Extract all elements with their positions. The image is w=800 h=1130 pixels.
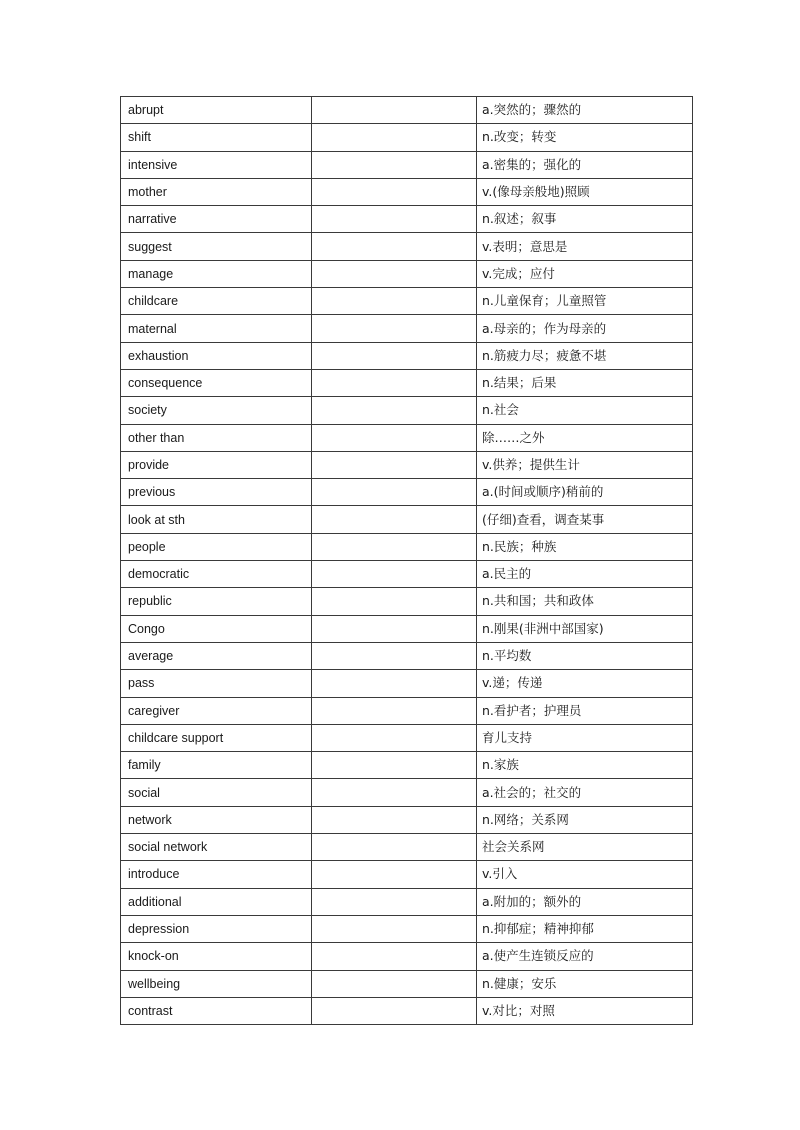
english-word-cell: consequence [121, 369, 312, 396]
chinese-definition-cell: a.社会的；社交的 [477, 779, 693, 806]
english-word-cell: network [121, 806, 312, 833]
english-word-cell: intensive [121, 151, 312, 178]
english-word-cell: exhaustion [121, 342, 312, 369]
blank-answer-cell [312, 752, 477, 779]
vocabulary-sheet [120, 96, 692, 1025]
chinese-definition-cell: (仔细)查看，调查某事 [477, 506, 693, 533]
english-word-cell: republic [121, 588, 312, 615]
english-word-cell: previous [121, 479, 312, 506]
table-row [121, 888, 693, 915]
table-row [121, 342, 693, 369]
chinese-definition-cell: n.刚果(非洲中部国家) [477, 615, 693, 642]
blank-answer-cell [312, 997, 477, 1024]
blank-answer-cell [312, 806, 477, 833]
table-row [121, 834, 693, 861]
english-word-cell: childcare [121, 288, 312, 315]
blank-answer-cell [312, 888, 477, 915]
table-row [121, 588, 693, 615]
chinese-definition-cell: n.平均数 [477, 642, 693, 669]
table-row [121, 642, 693, 669]
chinese-definition-cell: n.社会 [477, 397, 693, 424]
blank-answer-cell [312, 178, 477, 205]
table-row [121, 97, 693, 124]
blank-answer-cell [312, 369, 477, 396]
blank-answer-cell [312, 124, 477, 151]
table-row [121, 288, 693, 315]
chinese-definition-cell: v.(像母亲般地)照顾 [477, 178, 693, 205]
table-row [121, 506, 693, 533]
blank-answer-cell [312, 970, 477, 997]
english-word-cell: Congo [121, 615, 312, 642]
english-word-cell: introduce [121, 861, 312, 888]
english-word-cell: knock-on [121, 943, 312, 970]
blank-answer-cell [312, 779, 477, 806]
table-row [121, 178, 693, 205]
blank-answer-cell [312, 260, 477, 287]
blank-answer-cell [312, 697, 477, 724]
blank-answer-cell [312, 397, 477, 424]
english-word-cell: depression [121, 915, 312, 942]
table-row [121, 752, 693, 779]
blank-answer-cell [312, 861, 477, 888]
table-row [121, 970, 693, 997]
english-word-cell: provide [121, 451, 312, 478]
table-row [121, 915, 693, 942]
chinese-definition-cell: n.网络；关系网 [477, 806, 693, 833]
english-word-cell: democratic [121, 561, 312, 588]
blank-answer-cell [312, 506, 477, 533]
english-word-cell: contrast [121, 997, 312, 1024]
blank-answer-cell [312, 533, 477, 560]
table-row [121, 233, 693, 260]
chinese-definition-cell: v.递；传递 [477, 670, 693, 697]
blank-answer-cell [312, 424, 477, 451]
table-row [121, 861, 693, 888]
chinese-definition-cell: 除……之外 [477, 424, 693, 451]
table-row [121, 451, 693, 478]
chinese-definition-cell: a.突然的；骤然的 [477, 97, 693, 124]
table-row [121, 260, 693, 287]
english-word-cell: social [121, 779, 312, 806]
table-row [121, 397, 693, 424]
english-word-cell: shift [121, 124, 312, 151]
table-row [121, 533, 693, 560]
table-row [121, 206, 693, 233]
chinese-definition-cell: a.密集的；强化的 [477, 151, 693, 178]
english-word-cell: maternal [121, 315, 312, 342]
english-word-cell: look at sth [121, 506, 312, 533]
chinese-definition-cell: n.抑郁症；精神抑郁 [477, 915, 693, 942]
table-row [121, 479, 693, 506]
blank-answer-cell [312, 670, 477, 697]
chinese-definition-cell: n.改变；转变 [477, 124, 693, 151]
chinese-definition-cell: a.民主的 [477, 561, 693, 588]
english-word-cell: people [121, 533, 312, 560]
blank-answer-cell [312, 97, 477, 124]
chinese-definition-cell: v.表明；意思是 [477, 233, 693, 260]
chinese-definition-cell: v.完成；应付 [477, 260, 693, 287]
blank-answer-cell [312, 915, 477, 942]
english-word-cell: social network [121, 834, 312, 861]
chinese-definition-cell: v.对比；对照 [477, 997, 693, 1024]
english-word-cell: abrupt [121, 97, 312, 124]
chinese-definition-cell: n.民族；种族 [477, 533, 693, 560]
chinese-definition-cell: n.共和国；共和政体 [477, 588, 693, 615]
english-word-cell: suggest [121, 233, 312, 260]
blank-answer-cell [312, 642, 477, 669]
english-word-cell: society [121, 397, 312, 424]
chinese-definition-cell: a.附加的；额外的 [477, 888, 693, 915]
blank-answer-cell [312, 151, 477, 178]
chinese-definition-cell: 社会关系网 [477, 834, 693, 861]
chinese-definition-cell: n.儿童保育；儿童照管 [477, 288, 693, 315]
table-row [121, 670, 693, 697]
chinese-definition-cell: a.(时间或顺序)稍前的 [477, 479, 693, 506]
english-word-cell: average [121, 642, 312, 669]
chinese-definition-cell: v.引入 [477, 861, 693, 888]
blank-answer-cell [312, 615, 477, 642]
chinese-definition-cell: v.供养；提供生计 [477, 451, 693, 478]
blank-answer-cell [312, 943, 477, 970]
table-row [121, 997, 693, 1024]
blank-answer-cell [312, 588, 477, 615]
table-row [121, 943, 693, 970]
blank-answer-cell [312, 724, 477, 751]
english-word-cell: wellbeing [121, 970, 312, 997]
chinese-definition-cell: n.家族 [477, 752, 693, 779]
table-row [121, 151, 693, 178]
english-word-cell: narrative [121, 206, 312, 233]
table-row [121, 615, 693, 642]
english-word-cell: additional [121, 888, 312, 915]
english-word-cell: mother [121, 178, 312, 205]
table-row [121, 724, 693, 751]
blank-answer-cell [312, 206, 477, 233]
blank-answer-cell [312, 288, 477, 315]
chinese-definition-cell: n.筋疲力尽；疲惫不堪 [477, 342, 693, 369]
chinese-definition-cell: n.叙述；叙事 [477, 206, 693, 233]
chinese-definition-cell: 育儿支持 [477, 724, 693, 751]
vocabulary-table [120, 96, 693, 1025]
english-word-cell: caregiver [121, 697, 312, 724]
blank-answer-cell [312, 561, 477, 588]
english-word-cell: childcare support [121, 724, 312, 751]
table-row [121, 806, 693, 833]
table-row [121, 315, 693, 342]
blank-answer-cell [312, 834, 477, 861]
blank-answer-cell [312, 342, 477, 369]
english-word-cell: pass [121, 670, 312, 697]
blank-answer-cell [312, 233, 477, 260]
chinese-definition-cell: n.看护者；护理员 [477, 697, 693, 724]
english-word-cell: family [121, 752, 312, 779]
chinese-definition-cell: a.母亲的；作为母亲的 [477, 315, 693, 342]
english-word-cell: other than [121, 424, 312, 451]
chinese-definition-cell: n.结果；后果 [477, 369, 693, 396]
english-word-cell: manage [121, 260, 312, 287]
blank-answer-cell [312, 315, 477, 342]
blank-answer-cell [312, 451, 477, 478]
blank-answer-cell [312, 479, 477, 506]
chinese-definition-cell: a.使产生连锁反应的 [477, 943, 693, 970]
table-row [121, 369, 693, 396]
table-row [121, 697, 693, 724]
chinese-definition-cell: n.健康；安乐 [477, 970, 693, 997]
table-row [121, 779, 693, 806]
table-row [121, 124, 693, 151]
table-row [121, 561, 693, 588]
table-row [121, 424, 693, 451]
